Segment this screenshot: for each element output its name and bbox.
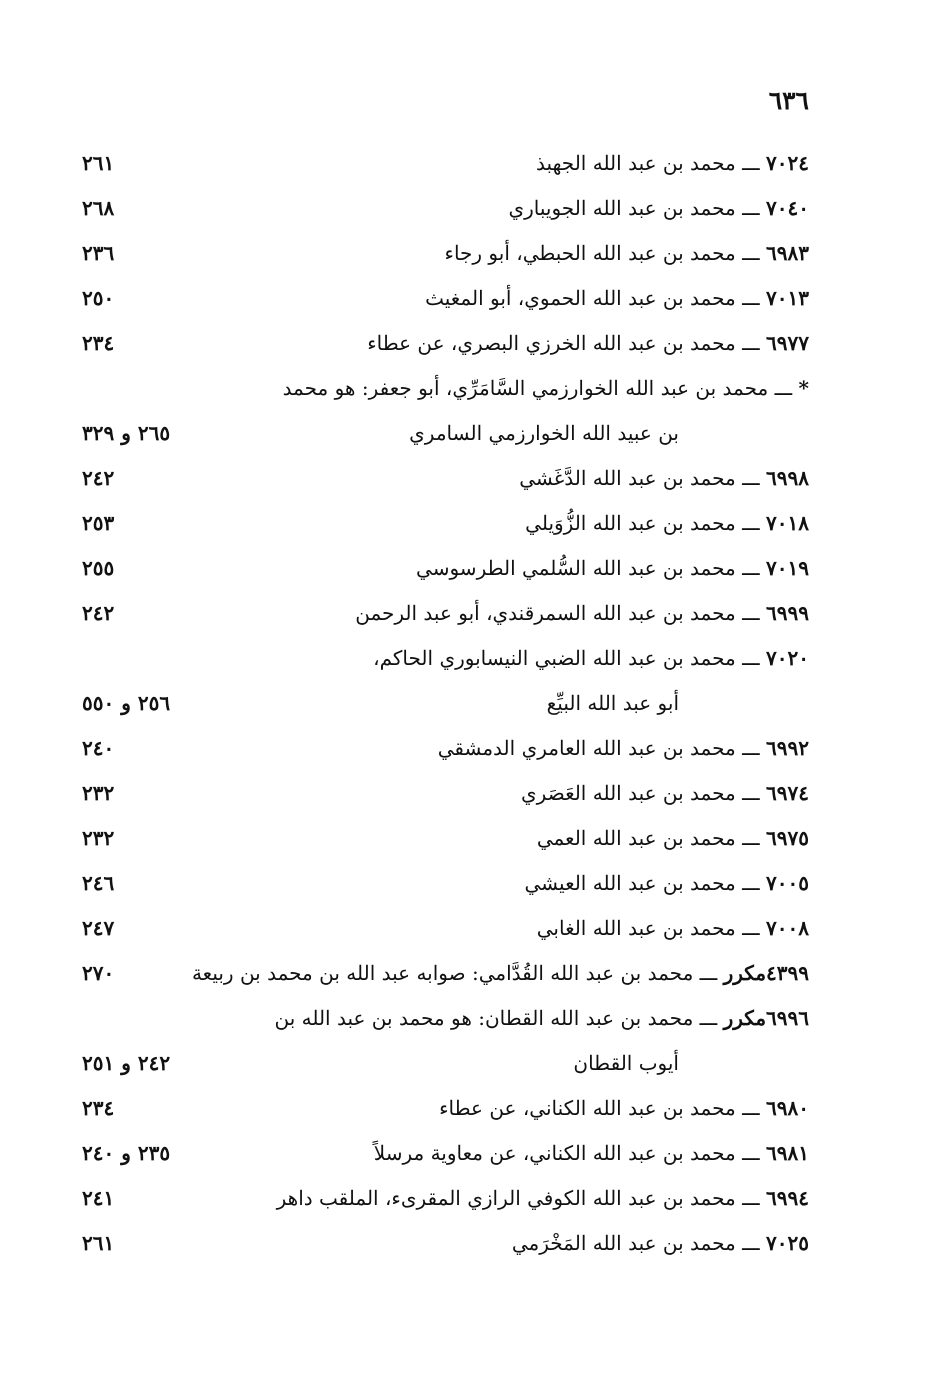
page-number: ٦٣٦ xyxy=(768,86,809,115)
entry-text xyxy=(283,373,809,403)
entry-dash: ـــ xyxy=(735,511,767,535)
entry-name: محمد بن عبد الله الكناني، عن معاوية مرسلاً xyxy=(373,1141,736,1165)
entry-number: ٦٩٩٢ xyxy=(766,736,809,760)
entry-number: ٦٩٩٤ xyxy=(766,1186,809,1210)
entry-dash: ـــ xyxy=(735,871,767,895)
index-entry xyxy=(82,1175,809,1220)
entry-page-refs: ٢٥٣ xyxy=(82,511,115,535)
entry-name: بن عبيد الله الخوارزمي السامري xyxy=(409,421,679,445)
entry-page-refs: ٢٧٠ xyxy=(82,961,115,985)
entry-dash: ـــ xyxy=(735,556,767,580)
entry-name: محمد بن عبد الله المَخْرَمي xyxy=(511,1231,736,1255)
entry-name: محمد بن عبد الله الكناني، عن عطاء xyxy=(439,1096,736,1120)
entry-name: محمد بن عبد الله الزُّوَيلي xyxy=(525,511,736,535)
entry-page-refs: ٢٣٦ xyxy=(82,241,115,265)
index-entry xyxy=(82,275,809,320)
entry-number: ٦٩٨٣ xyxy=(766,241,809,265)
index-entry xyxy=(82,950,809,995)
entry-number: ٧٠٢٤ xyxy=(766,151,809,175)
entry-page-refs: ٢٣٤ xyxy=(82,1096,115,1120)
entry-page-refs: ٢٣٢ xyxy=(82,781,115,805)
entry-text xyxy=(525,868,809,898)
entry-name: محمد بن عبد الله الحبطي، أبو رجاء xyxy=(444,241,736,265)
entry-name: محمد بن عبد الله الدَّغَشي xyxy=(519,466,736,490)
entry-dash: ـــ xyxy=(735,601,767,625)
entry-number: ٧٠٢٥ xyxy=(766,1231,809,1255)
index-entry-continuation xyxy=(82,1040,809,1085)
index-entries-list xyxy=(82,140,809,1265)
entry-page-refs: ٢٥٥ xyxy=(82,556,115,580)
entry-dash: ـــ xyxy=(735,241,767,265)
index-entry xyxy=(82,500,809,545)
entry-text xyxy=(367,328,809,358)
index-entry xyxy=(82,1085,809,1130)
index-entry xyxy=(82,770,809,815)
entry-name: محمد بن عبد الله القُدَّامي: صوابه عبد الله بن محمد بن ربيعة xyxy=(191,961,694,985)
entry-name: محمد بن عبد الله العيشي xyxy=(524,871,736,895)
entry-name: محمد بن عبد الله السمرقندي، أبو عبد الرحمن xyxy=(355,601,736,625)
entry-text xyxy=(438,733,809,763)
entry-page-refs: ٢٤٠ xyxy=(82,736,115,760)
entry-number: ٧٠١٣ xyxy=(766,286,809,310)
entry-page-refs: ٢٣٢ xyxy=(82,826,115,850)
entry-text xyxy=(439,1093,809,1123)
entry-page-refs: ٢٤٢ و ٢٥١ xyxy=(82,1051,171,1075)
entry-page-refs: ٢٦١ xyxy=(82,1231,115,1255)
index-entry xyxy=(82,995,809,1040)
entry-text xyxy=(277,1183,809,1213)
index-entry xyxy=(82,725,809,770)
entry-name: محمد بن عبد الله العامري الدمشقي xyxy=(437,736,736,760)
entry-text xyxy=(547,688,679,718)
entry-number: ٦٩٨١ xyxy=(766,1141,809,1165)
entry-dash: ـــ xyxy=(735,286,767,310)
entry-dash: ـــ xyxy=(735,1141,767,1165)
entry-text xyxy=(192,958,809,988)
entry-text xyxy=(536,148,809,178)
entry-text xyxy=(525,508,809,538)
entry-text xyxy=(537,823,809,853)
index-entry-continuation xyxy=(82,680,809,725)
entry-number: ٧٠٠٨ xyxy=(766,916,809,940)
entry-dash: ـــ xyxy=(768,376,799,400)
index-entry xyxy=(82,230,809,275)
entry-number: * xyxy=(798,376,809,400)
entry-dash: ـــ xyxy=(735,781,767,805)
entry-name: أبو عبد الله البيِّع xyxy=(546,691,679,715)
entry-dash: ـــ xyxy=(735,826,767,850)
entry-dash: ـــ xyxy=(735,466,767,490)
index-entry xyxy=(82,905,809,950)
entry-number: ٧٠٤٠ xyxy=(766,196,809,220)
entry-number: ٦٩٩٦مكرر xyxy=(723,1006,809,1030)
entry-number: ٤٣٩٩مكرر xyxy=(723,961,809,985)
entry-dash: ـــ xyxy=(735,646,767,670)
entry-dash: ـــ xyxy=(735,1231,767,1255)
entry-dash: ـــ xyxy=(693,961,724,985)
entry-page-refs: ٢٣٤ xyxy=(82,331,115,355)
entry-page-refs: ٢٤٧ xyxy=(82,916,115,940)
entry-text xyxy=(425,283,809,313)
entry-name: محمد بن عبد الله الكوفي الرازي المقرىء، الملقب داهر xyxy=(276,1186,736,1210)
entry-name: محمد بن عبد الله العَصَري xyxy=(521,781,736,805)
entry-text xyxy=(416,553,809,583)
entry-dash: ـــ xyxy=(735,151,767,175)
index-entry xyxy=(82,1130,809,1175)
entry-page-refs: ٢٣٥ و ٢٤٠ xyxy=(82,1141,171,1165)
index-entry xyxy=(82,860,809,905)
entry-text xyxy=(445,238,809,268)
entry-text xyxy=(508,193,809,223)
index-entry-continuation xyxy=(82,410,809,455)
index-entry xyxy=(82,545,809,590)
entry-page-refs: ٢٤١ xyxy=(82,1186,115,1210)
entry-page-refs: ٢٤٢ xyxy=(82,466,115,490)
entry-name: محمد بن عبد الله الضبي النيسابوري الحاكم، xyxy=(373,646,736,670)
entry-dash: ـــ xyxy=(735,916,767,940)
entry-name: محمد بن عبد الله الغابي xyxy=(536,916,736,940)
entry-text xyxy=(573,1048,679,1078)
entry-text xyxy=(355,598,809,628)
entry-number: ٦٩٧٥ xyxy=(766,826,809,850)
entry-text xyxy=(374,1138,809,1168)
entry-name: محمد بن عبد الله الجهبذ xyxy=(536,151,736,175)
entry-name: محمد بن عبد الله الخوارزمي السَّامَرِّي، أبو جعفر: هو محمد xyxy=(282,376,769,400)
entry-number: ٦٩٧٧ xyxy=(766,331,809,355)
index-entry xyxy=(82,185,809,230)
entry-page-refs: ٢٦١ xyxy=(82,151,115,175)
entry-text xyxy=(373,643,809,673)
index-entry xyxy=(82,1220,809,1265)
entry-page-refs: ٢٥٦ و ٥٥٠ xyxy=(82,691,171,715)
entry-name: محمد بن عبد الله السُّلمي الطرسوسي xyxy=(416,556,736,580)
entry-name: محمد بن عبد الله القطان: هو محمد بن عبد الله بن xyxy=(274,1006,694,1030)
index-entry xyxy=(82,815,809,860)
index-entry xyxy=(82,320,809,365)
entry-page-refs: ٢٤٦ xyxy=(82,871,115,895)
index-entry xyxy=(82,455,809,500)
entry-number: ٧٠١٨ xyxy=(766,511,809,535)
entry-page-refs: ٢٥٠ xyxy=(82,286,115,310)
entry-number: ٦٩٨٠ xyxy=(766,1096,809,1120)
entry-name: محمد بن عبد الله الجويباري xyxy=(508,196,736,220)
index-entry xyxy=(82,635,809,680)
entry-number: ٦٩٧٤ xyxy=(766,781,809,805)
entry-text xyxy=(519,463,809,493)
entry-name: محمد بن عبد الله العمي xyxy=(536,826,736,850)
index-entry xyxy=(82,140,809,185)
entry-name: محمد بن عبد الله الحموي، أبو المغيث xyxy=(425,286,736,310)
entry-dash: ـــ xyxy=(735,736,767,760)
entry-text xyxy=(521,778,809,808)
entry-dash: ـــ xyxy=(735,1186,767,1210)
entry-number: ٦٩٩٨ xyxy=(766,466,809,490)
entry-page-refs: ٢٦٨ xyxy=(82,196,115,220)
entry-text xyxy=(274,1003,809,1033)
entry-name: محمد بن عبد الله الخرزي البصري، عن عطاء xyxy=(367,331,736,355)
entry-page-refs: ٢٦٥ و ٣٢٩ xyxy=(82,421,171,445)
entry-dash: ـــ xyxy=(735,1096,767,1120)
entry-text xyxy=(409,418,679,448)
entry-text xyxy=(512,1228,809,1258)
entry-name: أيوب القطان xyxy=(573,1051,679,1075)
entry-number: ٧٠٠٥ xyxy=(766,871,809,895)
entry-text xyxy=(537,913,809,943)
entry-number: ٦٩٩٩ xyxy=(766,601,809,625)
entry-dash: ـــ xyxy=(735,196,767,220)
entry-dash: ـــ xyxy=(693,1006,724,1030)
entry-number: ٧٠١٩ xyxy=(766,556,809,580)
index-entry xyxy=(82,365,809,410)
index-entry xyxy=(82,590,809,635)
entry-number: ٧٠٢٠ xyxy=(766,646,809,670)
entry-page-refs: ٢٤٢ xyxy=(82,601,115,625)
entry-dash: ـــ xyxy=(735,331,767,355)
